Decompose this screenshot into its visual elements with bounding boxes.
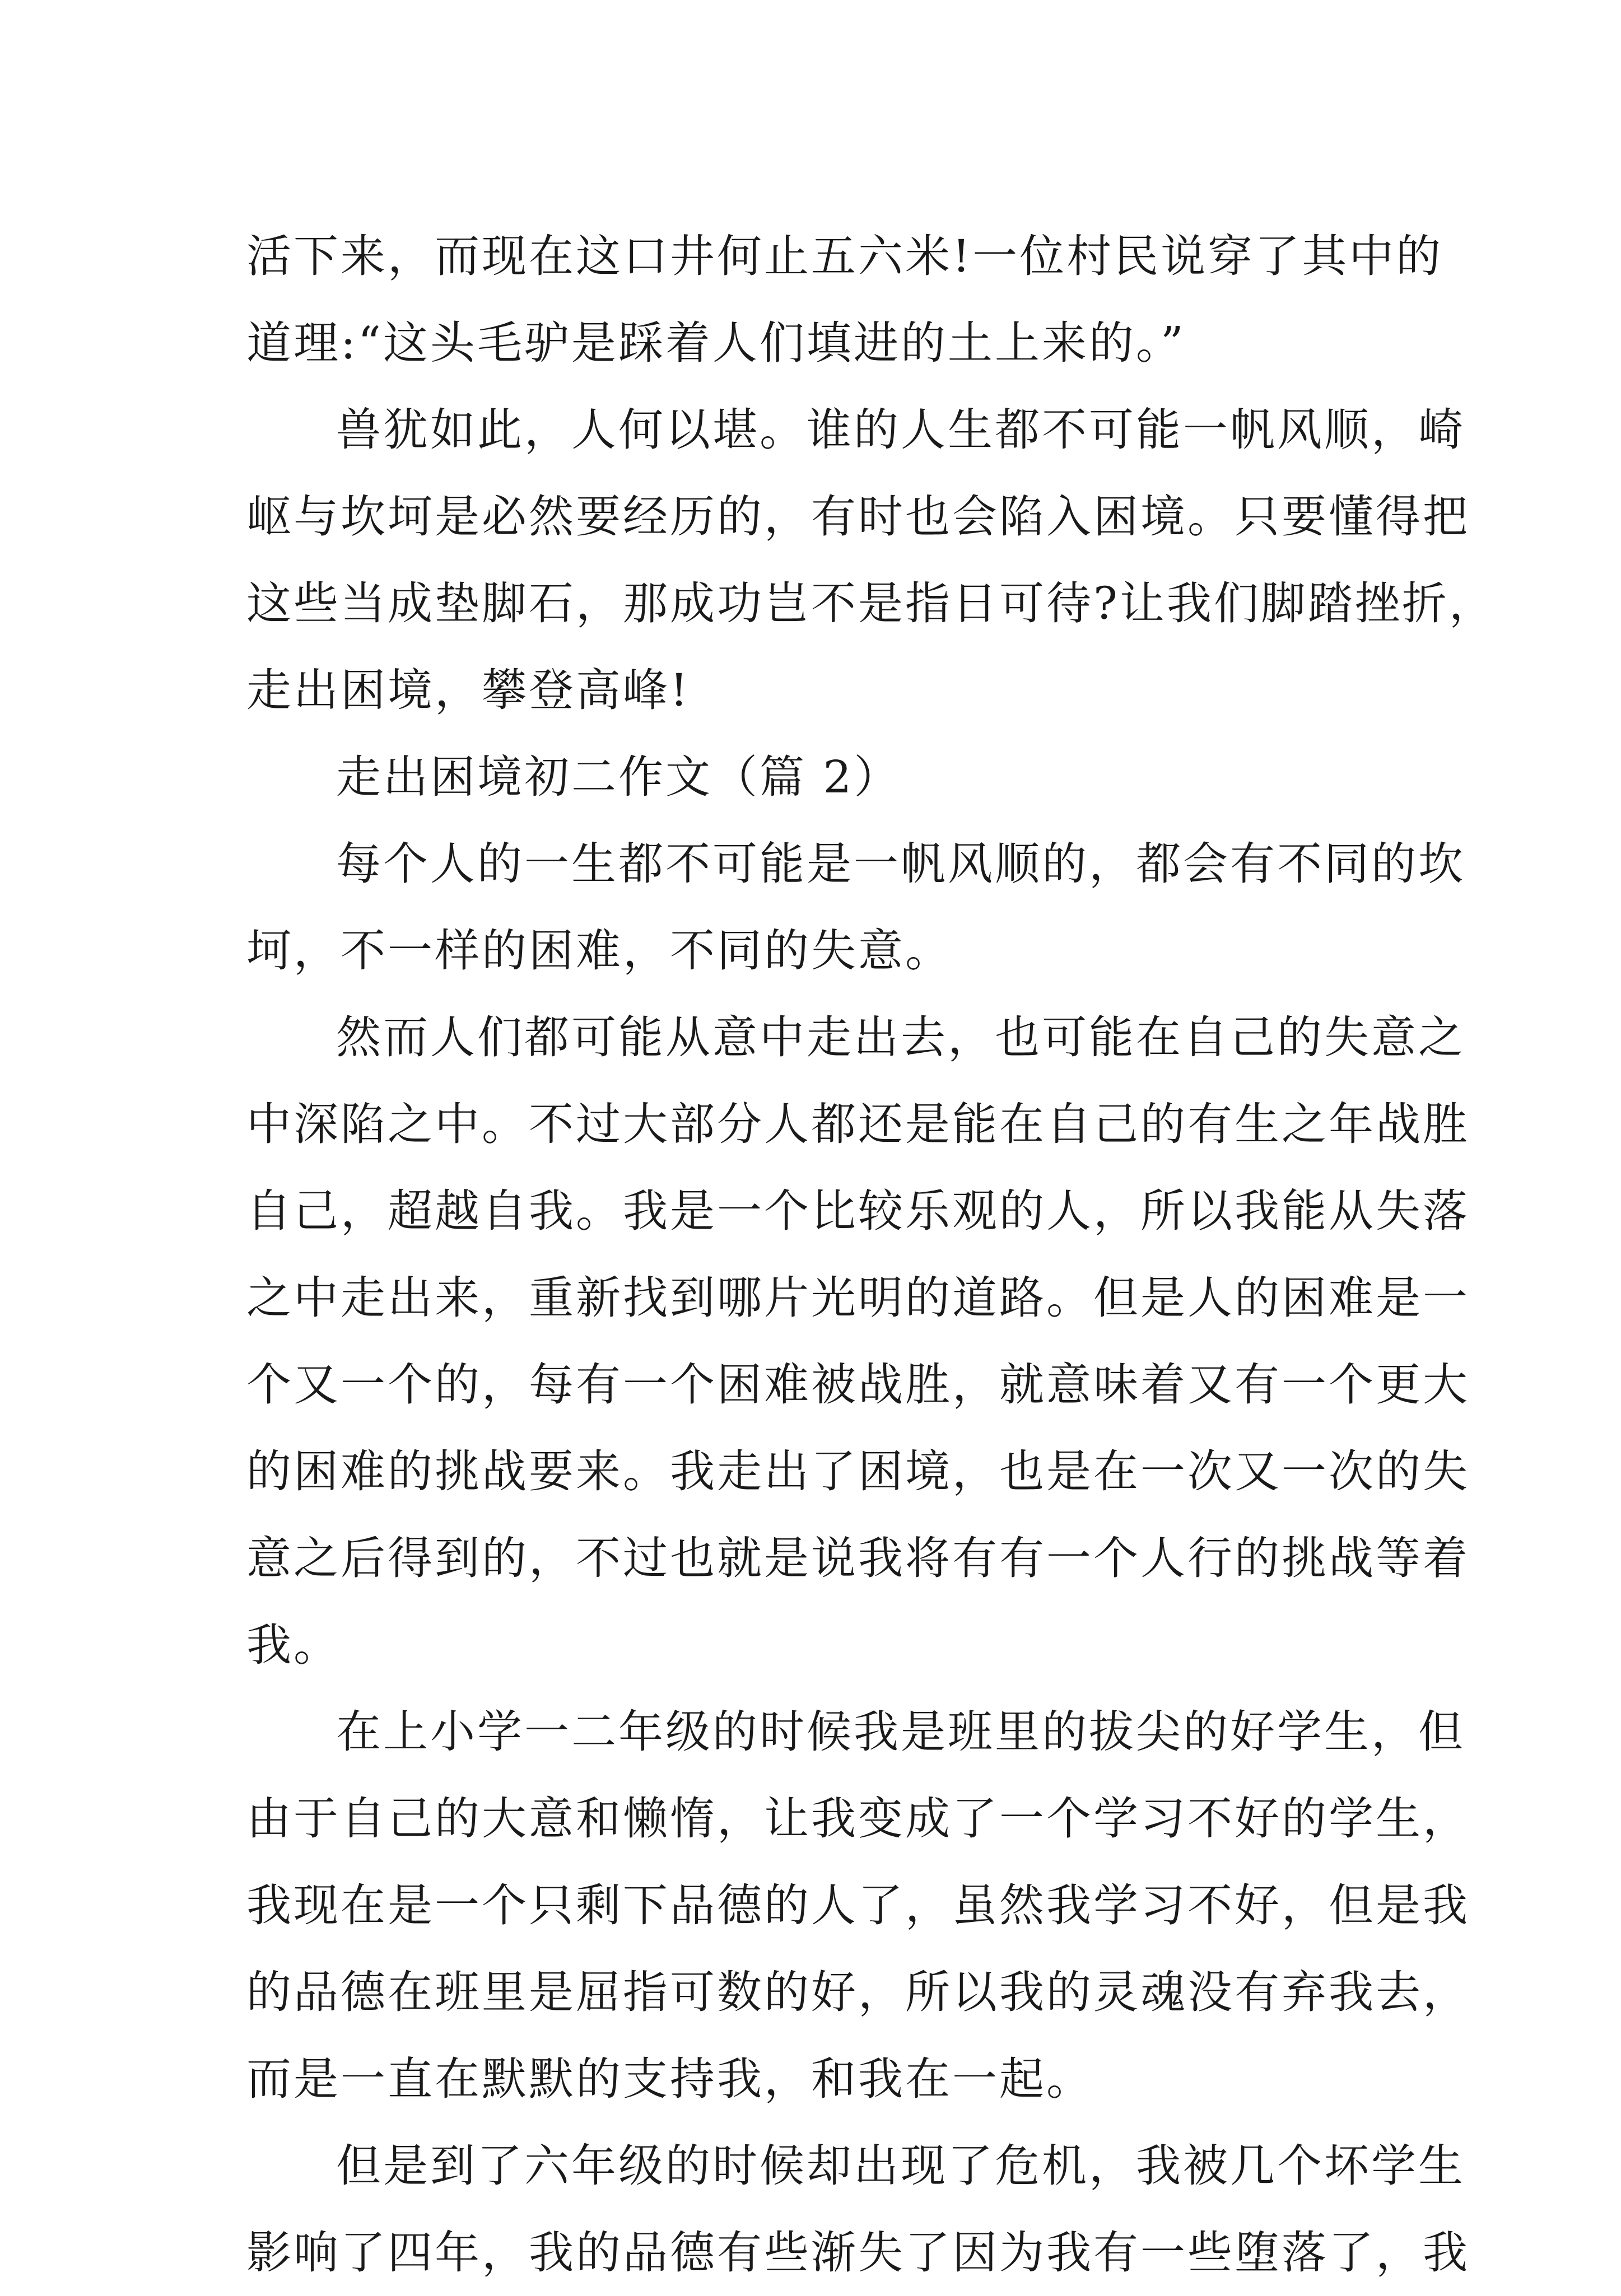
- text-line: 自己，超越自我。我是一个比较乐观的人，所以我能从失落: [246, 1185, 1470, 1237]
- text-line: 然而人们都可能从意中走出去，也可能在自己的失意之: [336, 1011, 1465, 1063]
- text-line: 走出困境，攀登高峰!: [246, 664, 691, 716]
- text-line: 在上小学一二年级的时候我是班里的拔尖的好学生，但: [336, 1706, 1465, 1758]
- text-line: 每个人的一生都不可能是一帆风顺的，都会有不同的坎: [336, 838, 1465, 890]
- section-heading: 走出困境初二作文（篇 2）: [336, 751, 901, 803]
- text-line: 活下来，而现在这口井何止五六米!一位村民说穿了其中的: [246, 230, 1443, 282]
- text-line: 影响了四年，我的品德有些渐失了因为我有一些堕落了，我: [246, 2227, 1470, 2279]
- body-text: [246, 213, 1496, 2296]
- text-line: 由于自己的大意和懒惰，让我变成了一个学习不好的学生，: [246, 1793, 1470, 1845]
- text-line: 之中走出来，重新找到哪片光明的道路。但是人的困难是一: [246, 1272, 1470, 1324]
- text-line: 道理:“这头毛驴是踩着人们填进的土上来的。”: [246, 317, 1186, 369]
- text-line: 我。: [246, 1619, 341, 1671]
- text-line: 兽犹如此，人何以堪。谁的人生都不可能一帆风顺，崎: [336, 404, 1465, 456]
- text-line: 中深陷之中。不过大部分人都还是能在自己的有生之年战胜: [246, 1098, 1470, 1150]
- text-line: 的品德在班里是屈指可数的好，所以我的灵魂没有弃我去，: [246, 1966, 1470, 2018]
- text-line: 这些当成垫脚石，那成功岂不是指日可待?让我们脚踏挫折，: [246, 577, 1496, 629]
- text-line: 意之后得到的，不过也就是说我将有有一个人行的挑战等着: [246, 1532, 1470, 1584]
- text-line: 个又一个的，每有一个困难被战胜，就意味着又有一个更大: [246, 1359, 1470, 1411]
- text-line: 的困难的挑战要来。我走出了困境，也是在一次又一次的失: [246, 1445, 1470, 1497]
- text-line: 坷，不一样的困难，不同的失意。: [246, 925, 952, 977]
- text-line: 岖与坎坷是必然要经历的，有时也会陷入困境。只要懂得把: [246, 491, 1470, 543]
- text-line: 但是到了六年级的时候却出现了危机，我被几个坏学生: [336, 2140, 1465, 2192]
- text-line: 而是一直在默默的支持我，和我在一起。: [246, 2053, 1093, 2105]
- text-line: 我现在是一个只剩下品德的人了，虽然我学习不好，但是我: [246, 1879, 1470, 1931]
